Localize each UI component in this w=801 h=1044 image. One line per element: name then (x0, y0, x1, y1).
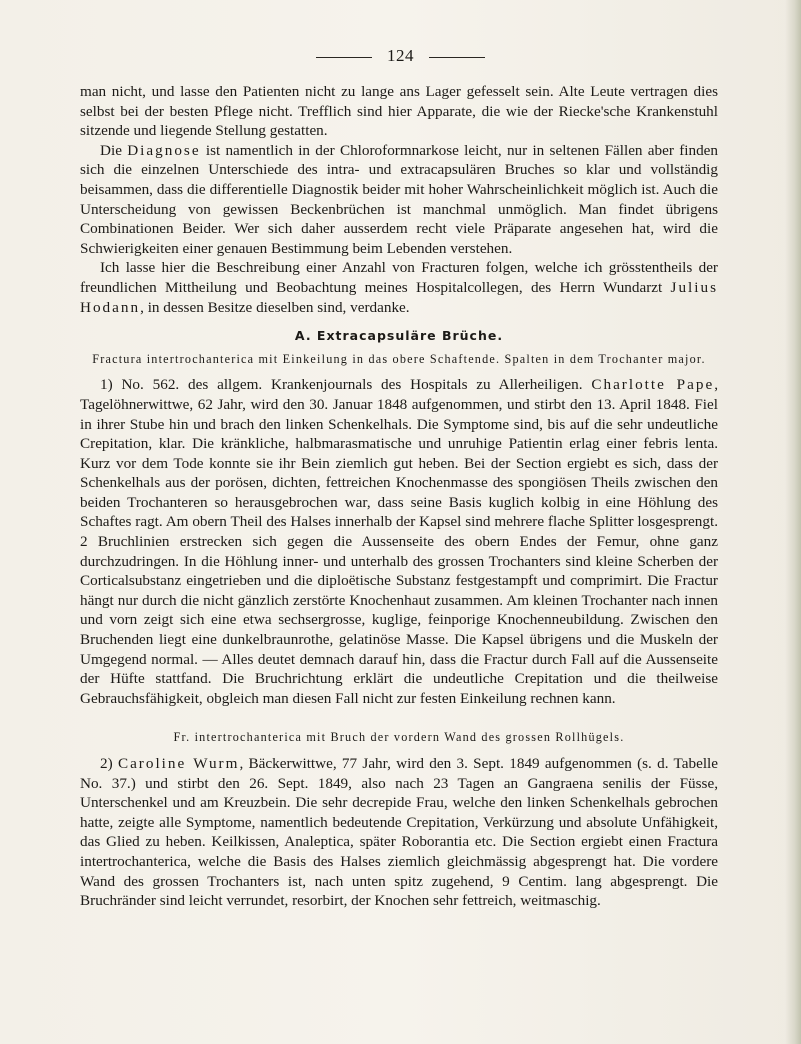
section-subtitle: Fractura intertrochanterica mit Einkeilung in das obere Schaftende. Spalten in dem Trochanter major. (92, 351, 706, 366)
case-text: , Tagelöhnerwittwe, 62 Jahr, wird den 30. Januar 1848 aufgenommen, und stirbt den 13. April 1848. Fiel in ihrer Stube hin und brach den linken Schenkelhals. Die Symptome sind, bis auf die sehr undeutliche Crepitation, klar. Die kränkliche, halbmarasmatische und unruhige Patientin erlag einer febris lenta. Kurz vor dem Tode konnte sie ihr Bein ziemlich gut heben. Bei der Section ergiebt es sich, dass der Schenkelhals aus der porösen, dichten, fettreichen Knochenmasse des spongiösen Theils zwischen den beiden Trochanteren so herausgebrochen war, dass seine Basis kuglich kolbig in eine Höhlung des Schaftes ragt. Am obern Theil des Halses innerhalb der Kapsel sind mehrere flache Splitter losgesprengt. 2 Bruchlinien erstrecken sich gegen die Aussenseite des obern Endes der Femur, ohne ganz durchzudringen. In die Höhlung inner- und unterhalb des grossen Trochanters sind kleine Scherben der Corticalsubstanz eingetrieben und die diploëtische Substanz festgestampft und comprimirt. Die Fractur hängt nur durch die nicht gänzlich zerstörte Knochenhaut zusammen. Am kleinen Trochanter nach innen und vorn zeigt sich eine etwa sechsergrosse, kuglige, feinporige Knochenneubildung. Zwischen den Bruchenden liegt eine dunkelbraunrothe, gelatinöse Masse. Die Kapsel übrigens und die Muskeln der Umgegend normal. — Alles deutet demnach darauf hin, dass die Fractur durch Fall auf die Aussenseite der Hüfte stattfand. Die Bruchrichtung erklärt die undeutliche Crepitation und die theilweise Gebrauchsfähigkeit, obgleich man diesen Fall nicht zur festen Einkeilung rechnen kann. (80, 376, 718, 707)
page-body (80, 82, 718, 911)
header-rule-left (316, 57, 372, 58)
patient-name: Charlotte Pape (591, 376, 715, 394)
paragraph-prefix: Die (100, 141, 128, 159)
person-name: Julius Hodann (80, 278, 718, 316)
paragraph-diagnose (80, 141, 718, 259)
case-text: , Bäckerwittwe, 77 Jahr, wird den 3. Sept. 1849 aufgenommen (s. d. Tabelle No. 37.) und stirbt den 26. Sept. 1849, also nach 23 Tagen an Gangraena senilis der Füsse, Unterschenkel und am Kreuzbein. Die sehr decrepide Frau, welche den linken Schenkelhals gebrochen hatte, zeigte alle Symptome, namentlich bedeutende Crepitation, Verkürzung und absolute Unfähigkeit, das Glied zu heben. Keilkissen, Analeptica, später Roborantia etc. Die Section ergiebt einen Fractura intertrochanterica, welche die Basis des Halses ziemlich gleichmässig abgesprengt hat. Die vordere Wand des grossen Trochanters ist, nach unten spitz zugehend, 9 Centim. lang abgesprengt. Die Bruchränder sind leicht verrundet, resorbirt, der Knochen sehr fettreich, weitmaschig. (80, 755, 718, 910)
header-rule-right (429, 57, 485, 58)
paragraph-continuation: man nicht, und lasse den Patienten nicht zu lange ans Lager gefesselt sein. Alte Leute vertragen dies selbst bei der besten Pflege nicht. Trefflich sind hier Apparate, die wie der Riecke'sche Krankenstuhl sitzende und liegende Stellung gestatten. (80, 83, 718, 140)
paragraph-text: Ich lasse hier die Beschreibung einer Anzahl von Fracturen folgen, welche ich grösstentheils der freundlichen Mittheilung und Beobachtung meines Hospitalcollegen, des Herrn Wundarzt (80, 259, 718, 296)
patient-name: Caroline Wurm (117, 755, 240, 772)
paragraph-intro-cases (80, 258, 718, 317)
section-heading: A. Extracapsuläre Brüche. (294, 328, 504, 344)
keyword-diagnose: Diagnose (127, 141, 201, 159)
case-2-subtitle: Fr. intertrochanterica mit Bruch der vordern Wand des grossen Rollhügels. (173, 730, 625, 745)
page-number: 124 (387, 46, 414, 65)
case-2 (80, 754, 718, 911)
page-edge-shadow (785, 0, 801, 1044)
paragraph-text: , in dessen Besitze dieselben sind, verdanke. (140, 298, 410, 316)
case-number: 2) (100, 755, 118, 772)
page-header (0, 46, 801, 66)
paragraph-text: ist namentlich in der Chloroformnarkose leicht, nur in seltenen Fällen aber finden sich die einzelnen Unterschiede des intra- und extracapsulären Bruches so klar und vollständig beisammen, dass die differentielle Diagnostik beider mit hoher Wahrscheinlichkeit möglich ist. Auch die Unterscheidung von gewissen Beckenbrüchen ist manchmal unmöglich. Man findet übrigens Combinationen Beider. Wer sich daher ausserdem recht viele Präparate angesehen hat, wird die Schwierigkeiten einer genauen Bestimmung beim Lebenden verstehen. (80, 141, 718, 257)
case-1 (80, 375, 718, 708)
case-number: 1) No. 562. des allgem. Krankenjournals des Hospitals zu Allerheiligen. (100, 376, 592, 394)
